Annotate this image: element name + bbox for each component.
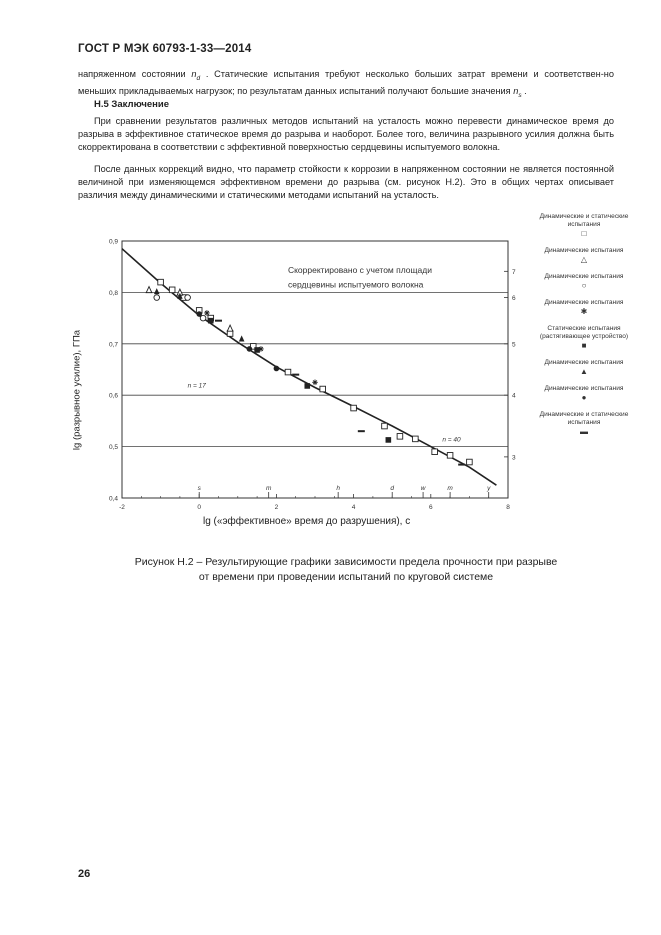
right-tick-label: 7: [512, 268, 516, 276]
data-point-square-open: [382, 423, 388, 429]
right-tick-label: 6: [512, 295, 516, 303]
section-title: Н.5 Заключение: [94, 99, 169, 110]
time-marker-label: s: [197, 485, 201, 492]
data-point-dash: [358, 430, 365, 432]
data-point-square-filled: [386, 437, 392, 443]
legend-item: [532, 213, 636, 238]
right-tick-label: 3: [512, 454, 516, 462]
legend-item: [532, 359, 636, 376]
data-point-square-open: [351, 405, 357, 411]
data-point-circle-filled: [247, 346, 253, 352]
data-point-circle-open: [154, 295, 160, 301]
paragraph-continuation: напряженном состоянии $n_d$ . Статические испытания требуют несколько больших затрат времени и соответствен-но меньших прикладываемых нагрузок; по результатам данных испытаний получают большие значения $n_s$ .: [78, 69, 614, 99]
data-point-circle-filled: [196, 311, 202, 317]
legend-label: Динамические испытания: [544, 299, 624, 306]
x-tick-label: 6: [428, 504, 433, 511]
x-tick-label: 0: [197, 504, 202, 511]
paragraph-comparison: При сравнении результатов различных методов испытаний на усталость можно перевести динамическое время до разрыва в эффективное статическое время до разрыва и наоборот. Более того, величина разрывного усилия должна быть скорректирована в соответствии с эффективной поверхностью сердцевины испытуемого волокна.: [78, 116, 614, 152]
y-tick-label: 0,5: [108, 444, 118, 452]
legend-symbol-icon: ■: [581, 341, 587, 350]
time-marker-label: m: [265, 485, 272, 492]
data-point-square-open: [158, 279, 164, 285]
data-point-dash: [215, 320, 222, 322]
legend-symbol-icon: △: [580, 255, 588, 264]
document-header: ГОСТ Р МЭК 60793-1-33—2014: [78, 43, 252, 55]
data-point-square-open: [432, 449, 438, 455]
right-tick-label: 4: [512, 392, 516, 400]
chart-legend: [532, 213, 636, 445]
page-number: 26: [78, 868, 91, 880]
fatigue-chart: [90, 225, 530, 525]
data-point-square-open: [447, 453, 453, 459]
data-point-square-open: [397, 434, 403, 440]
data-point-circle-filled: [274, 366, 280, 372]
data-point-square-open: [413, 436, 419, 442]
legend-symbol-icon: ●: [581, 393, 587, 402]
time-marker-label: d: [390, 485, 395, 492]
y-tick-label: 0,8: [108, 289, 118, 297]
legend-symbol-icon: □: [581, 229, 587, 238]
n-label: n = 40: [442, 436, 461, 444]
data-point-square-open: [169, 287, 175, 293]
x-axis-label: lg («эффективное» время до разрушения), с: [203, 516, 411, 527]
data-point-square-filled: [254, 347, 260, 353]
data-point-square-open: [320, 386, 326, 392]
data-point-circle-open: [185, 295, 191, 301]
data-point-asterisk: [312, 380, 318, 386]
x-tick-label: -2: [119, 504, 125, 511]
legend-label: Динамические испытания: [544, 359, 624, 366]
legend-item: [532, 411, 636, 436]
data-point-circle-open: [200, 315, 206, 321]
legend-label: Динамические испытания: [544, 273, 624, 280]
figure-caption: [78, 555, 614, 585]
x-tick-label: 2: [274, 504, 279, 511]
paragraph-corrections: После данных коррекций видно, что параметр стойкости к коррозии в напряженном состоянии не является постоянной величиной при изменяющемся эффективном времени до разрыва (см. рисунок Н.2). Это в общих чертах описывает различия между динамическими и статическими методами испытаний на усталость.: [78, 164, 614, 200]
y-tick-label: 0,6: [108, 392, 118, 400]
legend-item: [532, 247, 636, 264]
legend-symbol-icon: ▲: [580, 367, 588, 376]
legend-symbol-icon: ○: [581, 281, 587, 290]
legend-item: [532, 273, 636, 290]
legend-label: Динамические и статические испытания: [539, 213, 629, 228]
legend-label: Статические испытания (растягивающее устройство): [539, 325, 629, 340]
x-tick-label: 8: [506, 504, 510, 511]
legend-symbol-icon: ▬: [580, 427, 588, 436]
legend-label: Динамические испытания: [544, 385, 624, 392]
legend-label: Динамические и статические испытания: [539, 411, 629, 426]
y-tick-label: 0,7: [108, 341, 118, 349]
caption-line-1: Рисунок Н.2 – Результирующие графики зависимости предела прочности при разрыве: [134, 556, 558, 568]
time-marker-label: w: [420, 485, 426, 492]
time-marker-label: y: [487, 485, 491, 492]
y-tick-label: 0,9: [108, 238, 118, 246]
legend-item: [532, 325, 636, 350]
data-point-square-filled: [208, 318, 214, 324]
right-tick-label: 5: [512, 341, 516, 349]
data-point-dash: [458, 464, 465, 466]
data-point-square-open: [285, 369, 291, 375]
data-point-square-filled: [304, 383, 310, 389]
legend-item: [532, 299, 636, 316]
annotation-line-1: Скорректировано с учетом площади: [287, 264, 432, 275]
data-point-square-open: [467, 459, 473, 465]
data-point-triangle-filled: [239, 335, 245, 341]
legend-symbol-icon: ✱: [580, 307, 588, 316]
time-marker-label: h: [336, 485, 340, 492]
data-point-triangle-filled: [154, 288, 160, 294]
x-tick-label: 4: [351, 504, 356, 511]
legend-label: Динамические испытания: [544, 247, 624, 254]
y-tick-label: 0,4: [108, 495, 118, 503]
data-point-triangle-open: [227, 325, 233, 331]
data-point-triangle-open: [146, 287, 152, 293]
legend-item: [532, 385, 636, 402]
annotation-line-2: сердцевины испытуемого волокна: [287, 279, 424, 290]
n-label: n = 17: [187, 382, 206, 390]
caption-line-2: от времени при проведении испытаний по круговой системе: [198, 571, 494, 583]
data-point-dash: [292, 374, 299, 376]
time-marker-label: m: [447, 485, 453, 492]
y-axis-label: lg (разрывное усилие), ГПа: [71, 329, 83, 451]
